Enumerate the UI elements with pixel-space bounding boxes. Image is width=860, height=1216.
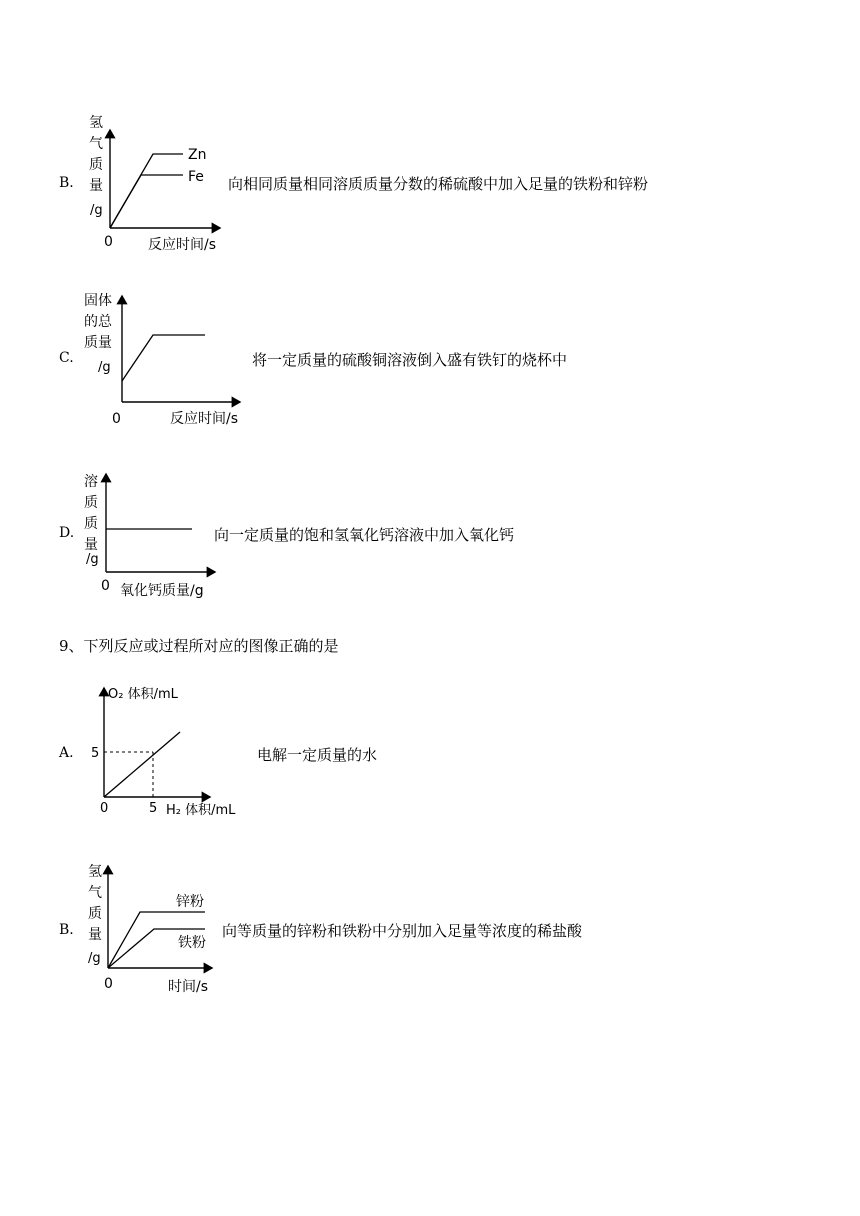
series-label: Fe <box>188 169 204 185</box>
question-title: 9、下列反应或过程所对应的图像正确的是 <box>59 637 339 655</box>
y-label-line: /g <box>90 203 103 218</box>
series-label: Zn <box>188 147 207 163</box>
series-label: 铁粉 <box>178 935 206 951</box>
y-label-line: 氢 <box>88 864 102 880</box>
x-label: 反应时间/s <box>148 237 217 253</box>
x-tick-label: 5 <box>149 801 158 816</box>
x-label: 氧化钙质量/g <box>120 583 204 599</box>
y-label-line: 量 <box>89 178 103 194</box>
option-letter: B. <box>59 922 74 938</box>
y-label-line: 质 <box>84 516 98 532</box>
y-label-line: 质量 <box>84 335 112 351</box>
y-label-line: 固体 <box>84 293 112 309</box>
origin-label: 0 <box>104 976 113 992</box>
origin-label: 0 <box>101 578 110 594</box>
y-label: O₂ 体积/mL <box>108 687 178 702</box>
option-description: 将一定质量的硫酸铜溶液倒入盛有铁钉的烧杯中 <box>252 351 568 369</box>
y-label-line: 的总 <box>84 314 112 330</box>
y-label-line: 量 <box>88 927 102 943</box>
y-label-line: 质 <box>84 495 98 511</box>
series-label: 锌粉 <box>176 894 204 910</box>
option-letter: B. <box>59 175 74 191</box>
y-label-line: 质 <box>89 157 103 173</box>
origin-label: 0 <box>112 411 121 427</box>
y-tick-label: 5 <box>91 746 100 761</box>
y-label-line: /g <box>88 951 101 966</box>
option-description: 向等质量的锌粉和铁粉中分别加入足量等浓度的稀盐酸 <box>222 922 583 940</box>
origin-label: 0 <box>104 234 113 250</box>
y-label-line: /g <box>98 360 111 375</box>
option-letter: C. <box>59 350 74 366</box>
y-label-line: 气 <box>89 136 103 152</box>
x-label: 时间/s <box>168 979 209 995</box>
y-label-line: 量 <box>84 537 98 553</box>
y-label-line: 气 <box>88 885 102 901</box>
y-label-line: 氢 <box>89 115 103 131</box>
y-label-line: /g <box>86 552 99 567</box>
y-label-line: 质 <box>88 906 102 922</box>
y-label-line: 溶 <box>84 474 98 490</box>
x-label: 反应时间/s <box>170 411 239 427</box>
option-description: 向相同质量相同溶质质量分数的稀硫酸中加入足量的铁粉和锌粉 <box>228 175 649 193</box>
option-letter: D. <box>59 525 75 541</box>
option-letter: A. <box>59 745 74 761</box>
option-description: 电解一定质量的水 <box>257 746 378 764</box>
origin-label: 0 <box>100 801 109 816</box>
x-label: H₂ 体积/mL <box>166 803 236 818</box>
option-description: 向一定质量的饱和氢氧化钙溶液中加入氧化钙 <box>214 526 515 544</box>
